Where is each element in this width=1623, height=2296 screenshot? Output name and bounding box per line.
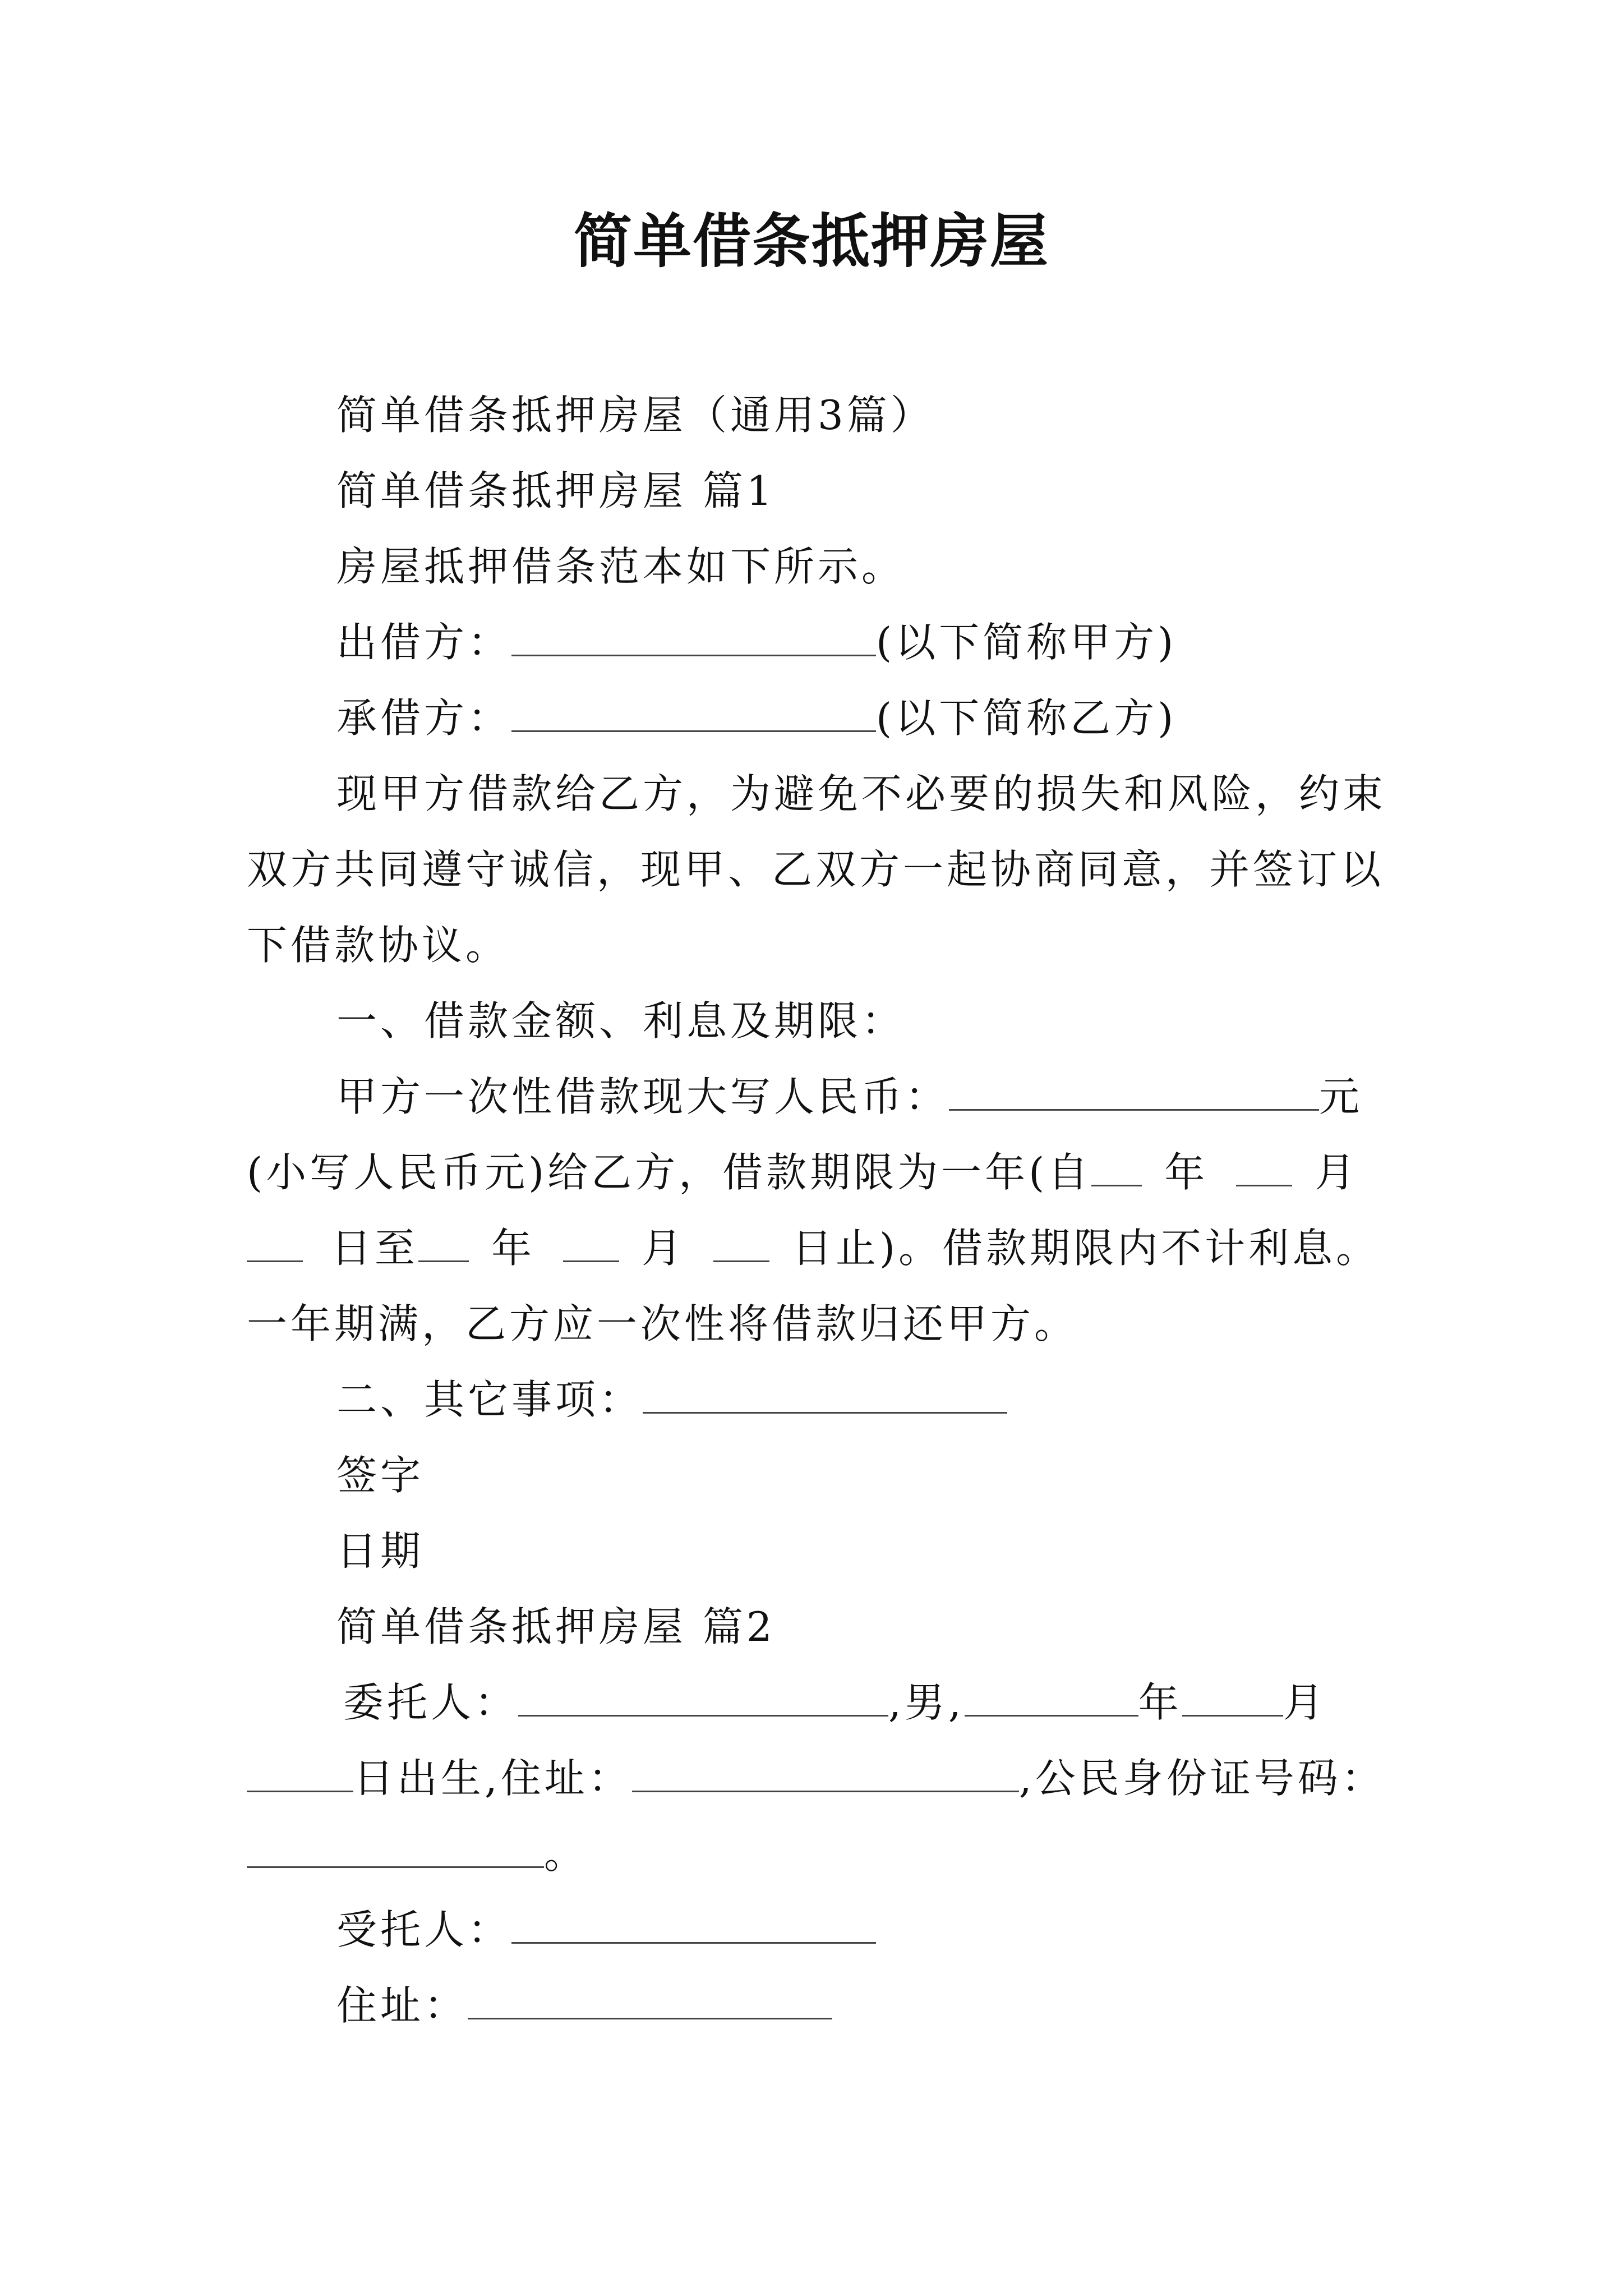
borrower-line — [336, 690, 1177, 746]
subtitle-line: 简单借条抵押房屋（通用3篇） — [336, 392, 934, 439]
agent-address-line — [336, 1977, 832, 2033]
amount-line — [336, 1069, 1363, 1125]
amount-unit: 元 — [1319, 1073, 1363, 1120]
section-heading-2: 简单借条抵押房屋 篇2 — [336, 1603, 776, 1650]
document-title: 简单借条抵押房屋 — [573, 206, 1049, 275]
agent-name-blank — [511, 1902, 876, 1944]
term-end-text: 日止)。借款期限内不计利息。 — [792, 1225, 1380, 1272]
paragraph-line: 双方共同遵守诚信，现甲、乙双方一起协商同意，并签订以 — [247, 846, 1385, 893]
principal-line — [343, 1674, 1327, 1731]
signature-label: 签字 — [336, 1452, 425, 1499]
id-number-label: ,公民身份证号码： — [1018, 1755, 1385, 1802]
agent-address-blank — [468, 1977, 832, 2019]
other-items-label: 二、其它事项： — [336, 1376, 643, 1423]
birth-month-blank — [1182, 1674, 1283, 1717]
lender-suffix: (以下简称甲方) — [876, 619, 1177, 666]
end-day-blank — [713, 1220, 769, 1262]
other-items-blank — [643, 1372, 1007, 1414]
birth-day-blank — [247, 1750, 353, 1792]
principal-label: 委托人： — [343, 1679, 519, 1726]
period-mark: 。 — [544, 1830, 588, 1878]
lender-label: 出借方： — [336, 619, 512, 666]
month-label: 月 — [1315, 1149, 1359, 1196]
borrower-blank — [511, 690, 876, 732]
borrower-label: 承借方： — [336, 694, 512, 742]
term-line-2 — [247, 1220, 1380, 1276]
end-year-blank — [418, 1220, 469, 1262]
lender-blank — [511, 614, 876, 656]
borrower-suffix: (以下简称乙方) — [876, 694, 1177, 742]
born-address-label: 日出生,住址： — [353, 1755, 632, 1802]
principal-name-blank — [518, 1674, 888, 1717]
clause-heading-1: 一、借款金额、利息及期限： — [336, 997, 906, 1045]
paragraph-line: 现甲方借款给乙方，为避免不必要的损失和风险，约束 — [336, 770, 1387, 817]
year-label: 年 — [491, 1225, 536, 1272]
start-year-blank — [1091, 1144, 1142, 1186]
agent-address-label: 住址： — [336, 1982, 468, 2029]
month-label: 月 — [1283, 1679, 1327, 1726]
term-text: (小写人民币元)给乙方，借款期限为一年(自 — [247, 1149, 1092, 1196]
start-day-blank — [247, 1220, 303, 1262]
amount-blank — [949, 1069, 1319, 1111]
to-label: 日至 — [331, 1225, 419, 1272]
principal-line-3 — [247, 1826, 588, 1882]
date-label: 日期 — [336, 1527, 425, 1575]
term-line — [247, 1144, 1358, 1200]
address-blank — [632, 1750, 1019, 1792]
agent-label: 受托人： — [336, 1906, 512, 1953]
paragraph-intro: 房屋抵押借条范本如下所示。 — [336, 543, 906, 590]
year-label: 年 — [1164, 1149, 1209, 1196]
gender-text: ,男, — [888, 1679, 965, 1726]
year-label: 年 — [1138, 1679, 1182, 1726]
amount-label: 甲方一次性借款现大写人民币： — [336, 1073, 949, 1120]
start-month-blank — [1236, 1144, 1292, 1186]
section-heading-1: 简单借条抵押房屋 篇1 — [336, 467, 776, 514]
clause-heading-2 — [336, 1372, 1007, 1428]
agent-line — [336, 1902, 876, 1958]
principal-line-2 — [247, 1750, 1385, 1806]
paragraph-line: 一年期满，乙方应一次性将借款归还甲方。 — [247, 1300, 1078, 1347]
paragraph-line: 下借款协议。 — [247, 922, 510, 969]
end-month-blank — [563, 1220, 619, 1262]
id-number-blank — [247, 1826, 544, 1868]
month-label: 月 — [642, 1225, 686, 1272]
lender-line — [336, 614, 1177, 670]
birth-year-blank — [965, 1674, 1138, 1717]
